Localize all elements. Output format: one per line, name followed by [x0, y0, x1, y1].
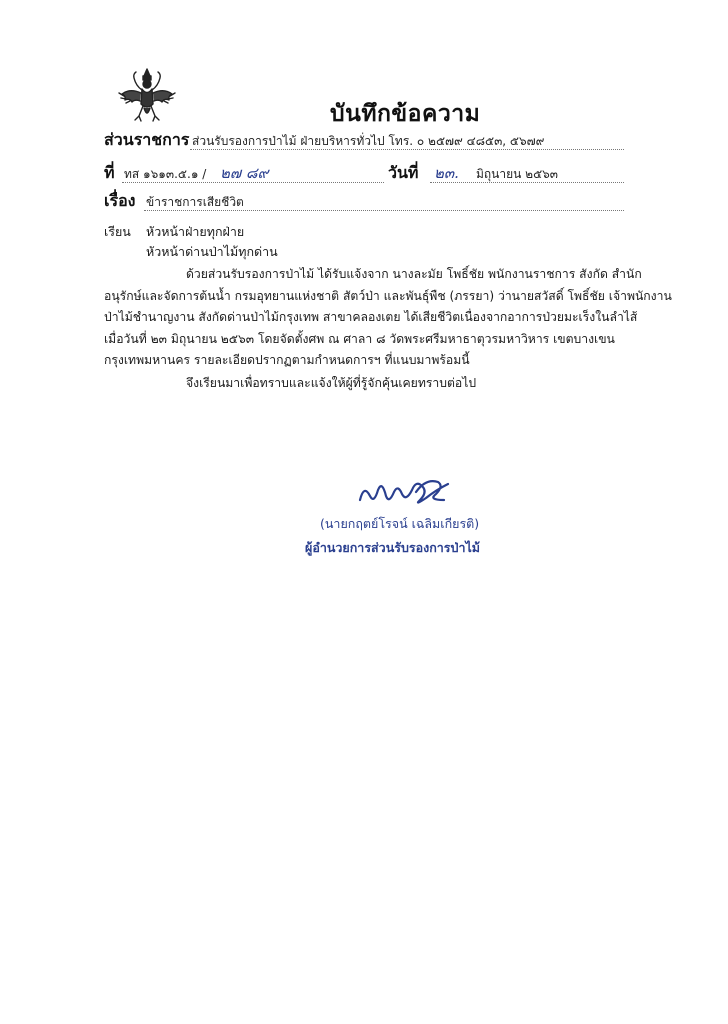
date-day-handwritten: ๒๓.: [434, 164, 459, 182]
body-line-2: อนุรักษ์และจัดการต้นน้ำ กรมอุทยานแห่งชาติ สัตว์ป่า และพันธุ์พืช (ภรรยา) ว่านายสวัสดิ์ โพธิ์ชัย เจ้าพนักงาน: [104, 288, 672, 303]
date-dotted-line: [430, 182, 624, 183]
department-value: ส่วนรับรองการป่าไม้ ฝ่ายบริหารทั่วไป โทร. ๐ ๒๕๗๙ ๔๘๕๓, ๕๖๗๙: [192, 134, 545, 148]
body-paragraph: [104, 264, 672, 372]
subject-dotted-line: [144, 210, 624, 211]
reference-dotted-line: [122, 182, 384, 183]
body-line-3: ป่าไม้ชำนาญงาน สังกัดด่านป่าไม้กรุงเทพ สาขาคลองเตย ได้เสียชีวิตเนื่องจากอาการป่วยมะเร็งในลำไส้: [104, 310, 638, 325]
salutation-recipient-2: หัวหน้าด่านป่าไม้ทุกด่าน: [146, 244, 278, 259]
body-line-5: กรุงเทพมหานคร รายละเอียดปรากฏตามกำหนดการฯ ที่แนบมาพร้อมนี้: [104, 353, 470, 368]
reference-row: [104, 161, 624, 185]
garuda-emblem-icon: [116, 66, 178, 128]
department-row: [104, 128, 624, 152]
reference-handwritten-number: ๒๗ ๘๙: [220, 164, 269, 182]
reference-prefix: ทส ๑๖๑๓.๕.๑ /: [124, 167, 207, 181]
handwritten-signature-icon: [356, 470, 456, 512]
subject-label: เรื่อง: [104, 191, 136, 210]
memo-title: บันทึกข้อความ: [330, 101, 481, 127]
date-month-year: มิถุนายน ๒๕๖๓: [476, 167, 558, 181]
reference-label: ที่: [104, 163, 115, 182]
salutation-label: เรียน: [104, 224, 131, 239]
salutation-recipient-1: หัวหน้าฝ่ายทุกฝ่าย: [146, 224, 245, 239]
signatory-position: ผู้อำนวยการส่วนรับรองการป่าไม้: [305, 540, 480, 555]
date-label: วันที่: [388, 163, 419, 182]
body-line-1: ด้วยส่วนรับรองการป่าไม้ ได้รับแจ้งจาก นางละมัย โพธิ์ชัย พนักงานราชการ สังกัด สำนัก: [186, 267, 642, 281]
subject-value: ข้าราชการเสียชีวิต: [146, 195, 244, 209]
subject-row: [104, 189, 624, 213]
body-line-4: เมื่อวันที่ ๒๓ มิถุนายน ๒๕๖๓ โดยจัดตั้งศพ ณ ศาลา ๘ วัดพระศรีมหาธาตุวรมหาวิหาร เขตบางเขน: [104, 331, 615, 346]
department-dotted-line: [190, 149, 624, 150]
closing-sentence: จึงเรียนมาเพื่อทราบและแจ้งให้ผู้ที่รู้จักคุ้นเคยทราบต่อไป: [186, 376, 477, 390]
department-label: ส่วนราชการ: [104, 130, 190, 149]
signatory-name: (นายกฤตย์โรจน์ เฉลิมเกียรติ): [320, 516, 480, 531]
